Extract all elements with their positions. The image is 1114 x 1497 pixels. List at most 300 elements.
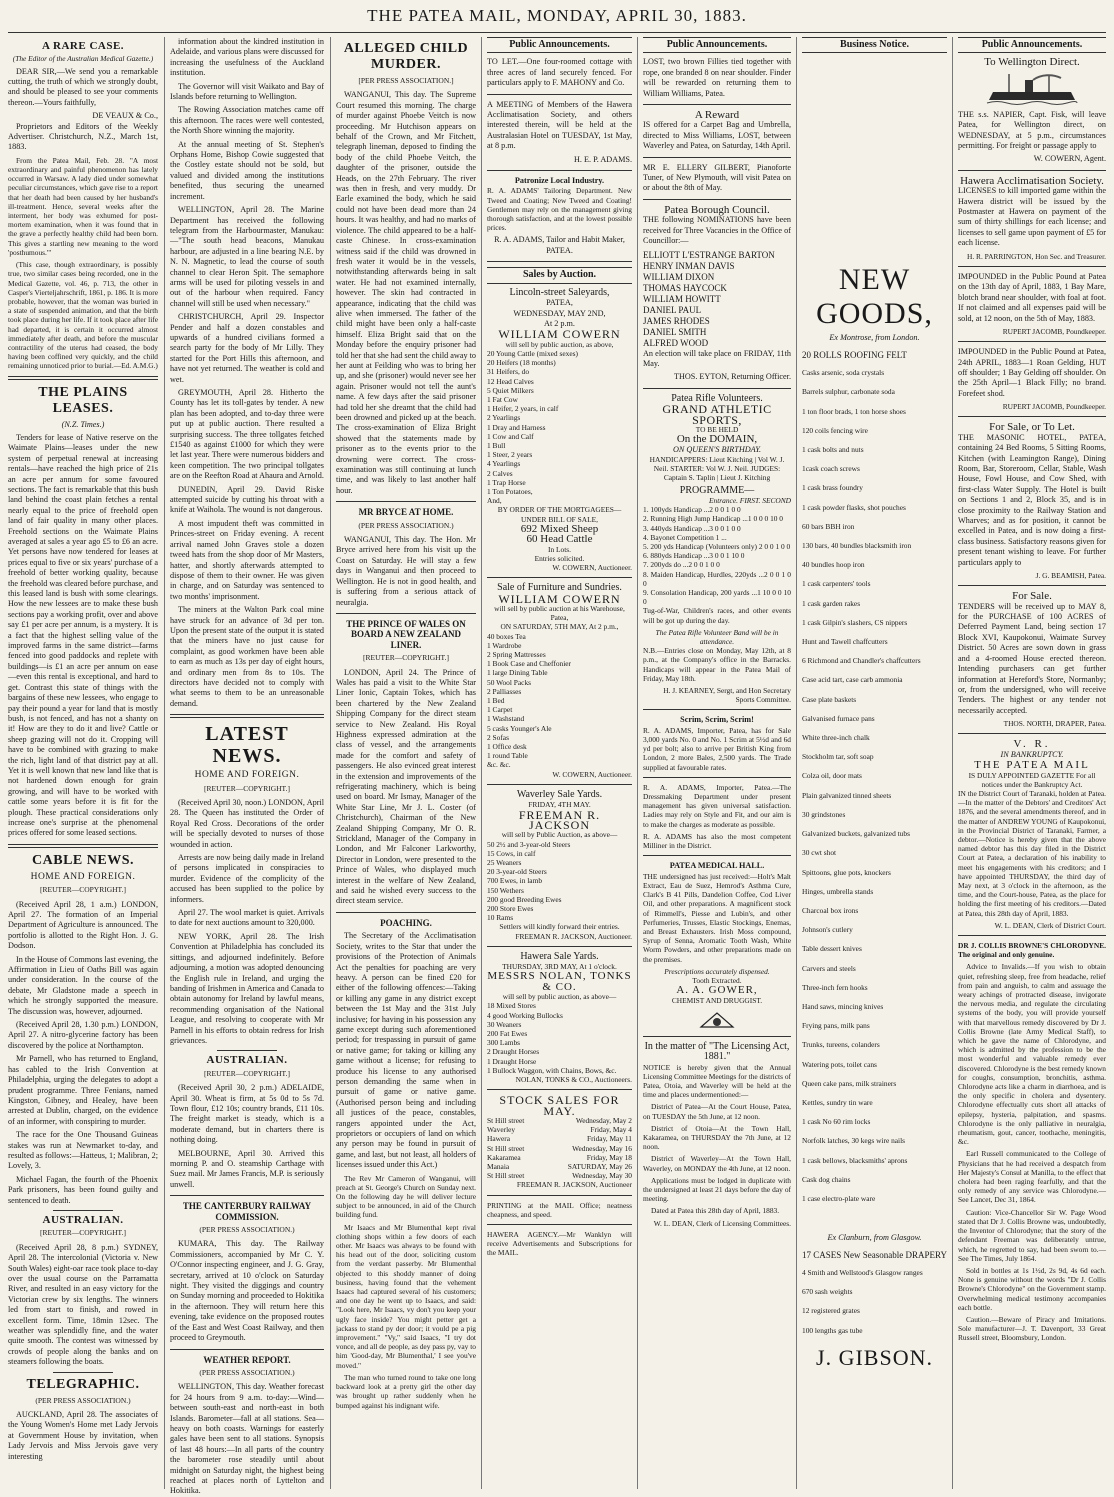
paragraph: AUCKLAND, April 28. The associates of the Young Women's Home met Lady Jervois at Government House by invitation, when Lady Jervois and Miss Jervois gave very interesting (8, 1410, 158, 1461)
ad-heading: Lincoln-street Saleyards, (509, 286, 610, 298)
auctioneer-name: WILLIAM COWERN (498, 591, 621, 606)
nominee-name: JAMES RHODES (643, 315, 710, 326)
stock-item: 30 Weaners (487, 1019, 522, 1029)
ad-line: Entries solicited. (534, 553, 585, 563)
article-source: (N.Z. Times.) (61, 419, 105, 429)
goods-item: Spittoons, glue pots, knockers (802, 867, 891, 877)
sale-date: Friday, May 4 (590, 1125, 632, 1135)
divider (487, 1224, 632, 1225)
nominee-name: ELLIOTT L'ESTRANGE BARTON (643, 249, 775, 260)
ad-line: TO BE HELD (695, 424, 739, 434)
ad-heading: For Sale, or To Let. (989, 421, 1075, 434)
goods-list (802, 1268, 947, 1335)
paragraph: The Governor will visit Waikato and Bay of Islands before returning to Wellington. (170, 81, 324, 102)
paragraph: MELBOURNE, April 30. Arrived this morning P. and O. steamship Carthage with Suez mail. Mr James Francis, M.P. is seriously unwell. (170, 1148, 324, 1189)
paragraph: From the Patea Mail, Feb. 28. "A most extraordinary and painful phenomenon has lately occurred in Warsaw. A lady died under somewhat peculiar circumstances, which gave rise to a report that her death had been caused by her husband's ill-treatment. Hence, several weeks after the interment, her body was exhumed for post-mortem examination, when it was found that in the grave a perfectly healthy child had been born. This gives a startling new meaning to the word 'posthumous.'" (8, 155, 158, 257)
paragraph: Tenders for lease of Native reserve on the Waimate Plains—leases under the new system of perpetual renewal at increasing rentals—have reached the high price of 21s an acre per annum for some favoured sections. The fact is remarkable that this bush land behind the coast plain fetches a rental nearly equal to the price of freehold open land of fair quality in many other places. Freehold sections on the Waimate Plains averaged at sales a year ago £5 to £6 an acre. Yet persons have now tendered for leases at prices equal to five or six years' purchase of a freehold of better working quality, because the freehold was cleared before purchase, and this leased land is bush with some clearings. How the new lessees are to make these bush sections pay a working profit, over and above say £1 per acre per annum, is a mystery. It is a fact that the highest selling value of the improved farms in the same district—farms fenced into good paddocks and replete with buildings—is £1 an acre per annum on ease—even this rental is exceptional, and hard to get. Contrast this state of things with the bargains of these new lessees, who engage to pay their pound a year for land that is mostly bush, is not fenced, and has not a shanty on it! How are they to do it and live? Cattle or sheep grazing will not do it. Cropping will have to be combined with grazing to make the rich, light land of that district pay at all. Yet it is well known that new land like that is not hardened down enough for grain growing, and will have to be worked with cattle some years before it is fit for the plough. These practical considerations only increase one's surprise at the phenomenal prices offered for some leased sections. (8, 432, 158, 838)
nominee-name: WILLIAM HOWITT (643, 293, 721, 304)
stock-item: 4 Yearlings (487, 459, 521, 469)
advertiser-name: J. GIBSON. (816, 1344, 933, 1370)
stock-item: 150 Wethers (487, 885, 524, 895)
stock-item: 20 3-year-old Steers (487, 867, 547, 877)
goods-item: Galvanised furnace pans (802, 713, 875, 723)
paragraph: (Received April 28, 8 p.m.) SYDNEY, April 28. The intercolonial (Victoria v. New South Wales) eight-oar race took place to-day over the usual course on the Parramatta River, and resulted in an easy victory for the Victorian crew by six lengths. The winners led from start to finish, and rowed in excellent form. Time, 18min 12sec. The weather was splendidly fine, and the water quite smooth. The contest was witnessed by crowds of people along the banks and on steamers following the boats. (8, 1242, 158, 1367)
stock-item: 1 Bull (487, 440, 506, 450)
event-item: 8. Maiden Handicap, Hurdles, 220yds ...2 0 0 1 0 0 (643, 569, 791, 588)
classified-ad: THE undersigned has just received:—Holt's Malt Extract, Eau de Suez, Hemrod's Asthma Cure, Clark's B 41 Pills, Dandelion Coffee, Cod Liver Oil, and other preparations. A magnificent stock of Rimmell's, Piesse and Lubin's, and other Perfumeries, Trusses, Elastic Stockings, Enemas, and Breast Exhausters. Irish Moss compound, Syrup of Senna, Aromatic Tooth Wash, White Worm Powders, and other preparations made on the premises. (643, 871, 791, 964)
stock-item: 200 Fat Ewes (487, 1028, 528, 1038)
goods-item: 1 cask garden rakes (802, 598, 861, 608)
sale-row (487, 1144, 632, 1153)
ad-heading: Hawera Acclimatisation Society. (960, 174, 1104, 187)
goods-item: 1 cask powder flasks, shot pouches (802, 502, 906, 512)
furniture-item: 5 casks Younger's Ale (487, 723, 552, 733)
spacer (802, 1213, 947, 1233)
article-title: WEATHER REPORT. (203, 1354, 291, 1365)
ad-heading: THE PATEA MAIL (974, 759, 1090, 772)
article-tag: (PER PRESS ASSOCIATION.) (35, 1395, 131, 1405)
paragraph: WELLINGTON, This day. Weather forecast for 24 hours from 9 a.m. to-day:—Wind—between south-east and north-east in both Islands. Barometer—fall at all stations. Sea—heavy on both coasts. Warnings for easterly gales have been sent to all stations. Synopsis of last 48 hours:—In all parts of the country the barometer rose steadily until about midnight on Saturday night, the highest being reached at places north of Lyttelton and Hokitika. (170, 1382, 324, 1496)
article-tag: [REUTER—COPYRIGHT.] (40, 885, 126, 895)
stock-item: 50 2½ and 3-year-old Steers (487, 839, 571, 849)
furniture-item: 50 Wool Packs (487, 677, 532, 687)
signature: DE VEAUX & Co., (92, 111, 158, 121)
furniture-item: 1 Bed (487, 696, 505, 706)
ad-whitespace (802, 57, 947, 257)
article-title: ALLEGED CHILD MURDER. (343, 41, 469, 72)
paragraph: The Secretary of the Acclimatisation Society, writes to the Star that under the provisions of the Protection of Animals Act the penalties for poaching are very heavy. A person can be fined £20 for either of the following offences:—Taking or killing any game in any district except between the 1st May and the 31st July inclusive; for having in his possession any game except during such aforementioned period; for trespassing in pursuit of game or native game; for taking or killing any game without a license; for refusing to produce his license to any authorised person demanding the same when in pursuit of game or native game. (Authorised person being and including all justices of the peace, constables, rangers appointed under the Act, proprietors or occupiers of land on which any person may be found in pursuit of game, and last, but not least, all holders of licenses issued under this Act.) (336, 931, 476, 1170)
ad-heading: A Reward (694, 109, 740, 122)
section-header: Sales by Auction. (487, 267, 632, 283)
signature: H. J. KEARNEY, Sergt, and Hon Secretary Sports Committee. (663, 686, 791, 705)
classified-ad: IMPOUNDED in the Public Pound at Patea on the 13th day of April, 1883, 1 Bay Mare, blotch brand near shoulder, with foal at foot. If not claimed and all expenses paid will be sold, at 12 noon, on the 5th of May, 1883. (958, 271, 1106, 323)
article-title: AUSTRALIAN. (42, 1213, 124, 1226)
ad-heading: STOCK SALES FOR MAY. (499, 1093, 620, 1118)
goods-item: 4 Smith and Wellstood's Glasgow ranges (802, 1267, 923, 1277)
signature: FREEMAN R. JACKSON, Auctioneer. (515, 931, 632, 941)
paragraph: (Received April 28, 1 a.m.) LONDON, April 27. The formation of an Imperial Department of Agriculture is announced. The portfolio is allotted to the Right Hon. J. G. Dodson. (8, 899, 158, 951)
classified-ad: R. A. ADAMS, Importer, Patea.—The Dressmaking Department under present management has given universal satisfaction. Ladies may rely on Style and Fit, and our aim is to make the charges as moderate as possible. (643, 782, 791, 829)
article-title: THE CANTERBURY RAILWAY COMMISSION. (182, 1201, 312, 1222)
ad-line: will sell by public auction, as above— (502, 992, 617, 1002)
article-tag: [REUTER—COPYRIGHT.] (204, 783, 290, 793)
goods-item: Carvers and steels (802, 963, 856, 973)
goods-item: 40 bundles hoop iron (802, 560, 865, 570)
divider (958, 935, 1106, 936)
sale-date: Wednesday, May 16 (572, 1143, 632, 1153)
stock-item: And, (487, 496, 502, 506)
ad-line: N.B.—Entries close on Monday, May 12th, at 8 p.m., at the Company's office in the Barracks. Handicaps will appear in the Patea Mail of Friday, May 18th. (643, 646, 791, 683)
sale-row (487, 1125, 632, 1134)
divider (643, 157, 791, 158)
divider (336, 501, 476, 502)
divider (336, 912, 476, 913)
ad-heading: A. A. GOWER, (676, 984, 758, 997)
article-subhead: HOME AND FOREIGN. (194, 770, 300, 781)
stock-item: 1 Steer, 2 years (487, 450, 533, 460)
stock-item: 15 Cows, in calf (487, 848, 536, 858)
article-title: AUSTRALIAN. (206, 1054, 288, 1067)
stock-item: 700 Ewes, in lamb (487, 876, 543, 886)
furniture-item: 1 Wardrobe (487, 640, 522, 650)
ad-line: At 2 p.m. (544, 318, 575, 328)
ad-line: 17 CASES New Seasonable DRAPERY (802, 1249, 948, 1260)
sale-place: Kakaramea (487, 1152, 521, 1162)
event-item: 2. Running High Jump Handicap ...1 0 0 0 10 0 (643, 514, 784, 524)
classified-ad: A MEETING of Members of the Hawera Acclimatisation Society, and others interested therein, will be held at the Australasian Hotel on TUESDAY, 1st May, at 8 p.m. (487, 99, 632, 151)
divider (170, 1195, 324, 1196)
ad-line: Ex Clanburn, from Glasgow. (827, 1233, 922, 1243)
divider (53, 1372, 113, 1373)
paragraph: KUMARA, This day. The Railway Commissioners, accompanied by Mr C. Y. O'Connor inspecting engineer, and J. G. Gray, secretary, arrived at 10 o'clock on Saturday night. They visited the diggings and country on Sunday morning and proceeded to Hokitika in the afternoon. They will return here this evening, take evidence on the proposed routes of the East and West Coast Railway, and then proceed to Greymouth. (170, 1239, 324, 1343)
stock-item: 1 Cow and Calf (487, 431, 534, 441)
goods-item: 130 bars, 40 bundles blacksmith iron (802, 541, 912, 551)
goods-item: Frying pans, milk pans (802, 1021, 870, 1031)
stock-item: 1 Bullock Waggon, with Chains, Bows, &c. (487, 1065, 617, 1075)
goods-item: 1cask coach screws (802, 464, 860, 474)
divider (487, 1195, 632, 1196)
goods-item: Kettles, sundry tin ware (802, 1097, 873, 1107)
goods-item: White three-inch chalk (802, 733, 870, 743)
event-item: 3. 440yds Handicap ...3 0 0 1 0 0 (643, 523, 741, 533)
furniture-item: 1 Office desk (487, 742, 527, 752)
paragraph: Proprietors and Editors of the Weekly Advertiser. Christchurch, N.Z., March 1st, 1883. (8, 121, 158, 152)
article-subtitle: (The Editor of the Australian Medical Gazette.) (12, 54, 154, 64)
classified-ad: IN the District Court of Taranaki, holden at Patea.—In the matter of the Debtors' and Creditors' Act 1876, and the several amendments thereof, and in the matter of ANDREW YOUNG of Kaupokonui, in the Provincial District of Taranaki, Farmer, a debtor.—Notice is hereby given that the above named debtor has this day filed in the District Court at Patea, a declaration of his inability to meet his engagements with his creditors; and I have appointed THURSDAY, the third day of May next, at 3 o'clock in the afternoon, as the time, and the Court-house, Patea, as the place for holding the first meeting of his creditors.—Dated at Patea, this 28th day of April, 1883. (958, 788, 1106, 918)
stock-item: 2 Yearlings (487, 413, 521, 423)
ad-line: Tooth Extracted. (692, 975, 742, 985)
classified-ad: District of Patea—At the Court House, Patea, on TUESDAY the 5th June, at 12 noon. (643, 1102, 791, 1121)
column-rule (330, 37, 331, 1489)
classified-ad: District of Waverley—At the Town Hall, Waverley, on MONDAY the 4th June, at 12 noon. (643, 1154, 791, 1173)
sale-row (487, 1171, 632, 1180)
furniture-item: 1 large Dining Table (487, 668, 548, 678)
ad-heading: PATEA MEDICAL HALL. (669, 861, 765, 871)
goods-item: Queen cake pans, milk strainers (802, 1078, 897, 1088)
signature: THOS. NORTH, DRAPER, Patea. (1003, 719, 1106, 729)
classified-ad: HAWERA AGENCY.—Mr Wanklyn will receive Advertisements and Subscriptions for the MAIL. (487, 1230, 632, 1258)
paragraph: A most impudent theft was committed in Princes-street on Friday evening. A recent arrival named John Graves stole a dozen tweed hats from the shop door of Mr Masters, hatter, and shortly afterwards attempted to dispose of them to their owner. He was given in charge, and on Saturday was sentenced to two months' imprisonment. (170, 518, 324, 601)
goods-item: Hunt and Tawell chaffcutters (802, 637, 888, 647)
signature: THOS. EYTON, Returning Officer. (673, 372, 791, 382)
goods-item: 670 sash weights (802, 1287, 853, 1297)
ad-line: will sell by Public Auction, as above— (501, 830, 618, 840)
column-2 (170, 37, 324, 1496)
paragraph: WANGANUI, This day. The Supreme Court resumed this morning. The charge of murder against Phoebe Veitch is now proceeding. Mr Hutchison appears on behalf of the Crown, and Mr Fitchett, telegraph lineman, deposed to finding the body of the child Phoebe Veitch, the daughter of the prisoner, outside the Heads, on the 27th February. The river was then in fresh, and very muddy. Dr Earle examined the body, which he said could not have been dead more than 24 hours. It was healthy, and had no marks of violence. The child appeared to be a half-caste Chinese. In cross-examination witness said if the child was drowned in fresh water it would be in the vessels, notwithstanding afterwards being in salt water. He had not examined internally, however. The skin had contracted in appearance, indicating that the child was alive when immersed. The father of the child might have been only a half-caste himself. Eliza Bright said that on the Monday before the enquiry prisoner had told her that she had sent the child away to her aunt at Feilding who was to bring her up, and she (prisoner) would never see her again. Prisoner would not tell the aunt's name. A few days after the said prisoner had told her she dreamt that the child had been drowned and picked up at the beach. The cross-examination of Eliza Bright showed that the statements made by prisoner as to the events prior to the drowning were correct. The cross-examination was still continuing at lunch time, and was likely to last another half hour. (336, 90, 476, 495)
paragraph: At the annual meeting of St. Stephen's Orphans Home, Bishop Cowie suggested that the Costley estate should not be sold, but valued and divided among the institutions benefited, thus securing the unearned increment. (170, 139, 324, 201)
event-item: 4. Bayonet Competition 1 ... (643, 532, 727, 542)
column-6 (802, 37, 947, 1489)
stock-item: 1 Draught Horse (487, 1056, 537, 1066)
sale-row (487, 1162, 632, 1171)
auctioneer-name: WILLIAM COWERN (498, 327, 621, 342)
event-item: 7. 200yds do ...2 0 0 1 0 0 (643, 560, 720, 570)
section-header: Business Notice. (802, 37, 947, 53)
paragraph: WANGANUI, This day. The Hon. Mr Bryce arrived here from his visit up the Coast on Saturday. He will stay a few days in Wanganui and then proceed to Wellington. He is not in good health, and is suffering from a serious attack of neuralgia. (336, 535, 476, 607)
nominee-name: WILLIAM DIXON (643, 271, 715, 282)
paragraph: The man who turned round to take one long backward look at a pretty girl the other day was brought up rather suddenly when he bumped against his indignant wife. (336, 1372, 476, 1410)
classified-ad: R. A. ADAMS has also the most competent Milliner in the District. (643, 831, 791, 851)
classified-ad: THE following NOMINATIONS have been received for Three Vacancies in the Office of Councillor:— (643, 215, 791, 246)
article-tag: (PER PRESS ASSOCIATION.) (199, 1225, 295, 1235)
signature: FREEMAN R. JACKSON, Auctioneer (516, 1180, 632, 1190)
paragraph: DEAR SIR,—We send you a remarkable cutting, the truth of which we strongly doubt, and should be pleased to see your comments thereon.—Yours faithfully, (8, 66, 158, 107)
stock-item: 1 Trap Horse (487, 477, 526, 487)
furniture-item: 1 Washstand (487, 714, 525, 724)
stock-item: 25 Weaners (487, 857, 522, 867)
signature: RUPERT JACOMB, Poundkeeper. (1002, 326, 1106, 336)
furniture-item: 2 Palliasses (487, 686, 522, 696)
goods-item: 100 lengths gas tube (802, 1325, 863, 1335)
table-header: Entrance. FIRST. SECOND (709, 495, 791, 505)
stock-item: 1 Fat Cow (487, 394, 518, 404)
paragraph: NEW YORK, April 28. The Irish Convention at Philadelphia has concluded its sittings, and adjourned indefinitely. Before adjourning, a motion was adopted denouncing the English rule in Ireland, and urging the banding of Irishmen in America and Canada to obtain autonomy for Ireland by lawful means, recommending organisation of the National League, and resolving to cooperate with Mr Parnell in his efforts to obtain redress for Irish grievances. (170, 931, 324, 1045)
goods-item: 1 cask carpenters' tools (802, 579, 871, 589)
goods-item: 120 coils fencing wire (802, 425, 868, 435)
stock-item: 300 Lambs (487, 1038, 521, 1048)
article-title: THE PRINCE OF WALES ON BOARD A NEW ZEALAND LINER. (346, 618, 466, 650)
stock-list (487, 1001, 632, 1075)
goods-item: Colza oil, door mats (802, 771, 862, 781)
column-rule (164, 37, 165, 1489)
article-tag: (PER PRESS ASSOCIATION.) (358, 520, 454, 530)
ad-line: Settlers will kindly forward their entries. (499, 922, 620, 932)
classified-ad: Caution.—Beware of Piracy and Imitations. Sole manufacturer—J. T. Davenport, 33 Great Russell street, Bloomsbury, London. (958, 1314, 1106, 1343)
divider (170, 1349, 324, 1350)
column-5 (643, 37, 791, 1489)
ad-heading: Waverley Sale Yards. (516, 788, 603, 800)
goods-item: Cask dog chains (802, 1174, 851, 1184)
ad-heading: Patea Borough Council. (664, 203, 770, 216)
divider (643, 777, 791, 778)
auctioneer-name: FREEMAN R. JACKSON (518, 807, 601, 832)
paragraph: information about the kindred institution in Adelaide, and various plans were discussed for increasing the usefulness of the Auckland institution. (170, 37, 324, 78)
goods-item: 30 cwt shot (802, 848, 837, 858)
goods-item: 1 cask No 60 rim locks (802, 1117, 871, 1127)
event-item: 6. 880yds Handicap ...3 0 0 1 10 0 (643, 551, 745, 561)
divider (643, 709, 791, 710)
ad-line: IS DULY APPOINTED GAZETTE For all notices under the Bankruptcy Act. (968, 770, 1096, 789)
goods-item: Johnson's cutlery (802, 925, 853, 935)
column-3 (336, 37, 476, 1489)
ad-line: Tug-of-War, Children's races, and other events will be got up during the day. (643, 606, 791, 625)
goods-item: Trunks, tureens, colanders (802, 1040, 880, 1050)
paragraph: Mr Parnell, who has returned to England, has cabled to the Irish Convention at Philadelphia, urging the delegates to adopt a prudent programme. Three Fenians, named Kingston, Gibney, and Healey, have been arrested at Dublin, charged, on the evidence of an informer, with conspiring to murder. (8, 1054, 158, 1126)
event-item: 5. 200 yds Handicap (Volunteers only) 2 0 0 1 0 0 (643, 541, 791, 551)
sale-place: St Hill street (487, 1143, 525, 1153)
stock-item: 20 Young Cattle (mixed sexes) (487, 348, 578, 358)
article-title: MR BRYCE AT HOME. (358, 507, 454, 518)
goods-item: 1 case electro-plate ware (802, 1193, 876, 1203)
classified-ad: Earl Russell communicated to the College of Physicians that he had received a despatch from Her Majesty's Consul at Manilla, to the effect that cholera had been raging fearfully, and that the only remedy of any service was Chlorodyne.—See Lancet, Dec 31, 1864. (958, 1149, 1106, 1205)
goods-item: 1 cask Gilpin's slashers, CS nippers (802, 617, 908, 627)
ad-heading: Hawera Sale Yards. (520, 950, 599, 962)
divider (487, 1089, 632, 1090)
column-7 (958, 37, 1106, 1489)
goods-item: Three-inch fern hooks (802, 982, 868, 992)
divider (643, 104, 791, 105)
ad-line: 20 ROLLS ROOFING FELT (802, 349, 907, 360)
sale-date: Friday, May 11 (586, 1134, 632, 1144)
classified-ad: NOTICE is hereby given that the Annual Licensing Committee Meetings for the districts of Patea, Otoia, and Waverley will be held at the time and places undermentioned:— (643, 1062, 791, 1100)
article-title: POACHING. (380, 917, 432, 928)
paragraph: April 27. The wool market is quiet. Arrivals to date for next auctions amount to 320,000. (170, 908, 324, 928)
divider (487, 577, 632, 578)
goods-item: 60 bars BBH iron (802, 521, 855, 531)
ad-heading: For Sale. (1012, 590, 1052, 603)
signature: W. COWERN, Agent. (1033, 154, 1106, 164)
paragraph: The Rowing Association matches came off this afternoon. The races were well contested, the North Shore winning the majority. (170, 105, 324, 136)
nominee-list (643, 250, 791, 349)
stock-item: 20 Heifers (18 months) (487, 358, 556, 368)
ad-line: Prescriptions accurately dispensed. (664, 966, 770, 976)
classified-ad: TENDERS will be received up to MAY 8, for the PURCHASE of 100 ACRES of Deferred Payment Land, being section 17 Block XVI, Kaupokonui, Waimate Survey District. 50 Acres are sown down in grass and a 4-roomed House erected thereon. Intending purchasers can get further information at Hereford's Store, Normanby; or, from the undersigned, who will receive Tenders. The highest or any tender not necessarily accepted. (958, 601, 1106, 715)
royal-cipher: V. R. (1013, 738, 1051, 751)
sales-schedule (487, 1116, 632, 1180)
sale-date: SATURDAY, May 26 (567, 1162, 632, 1172)
goods-item: Hinges, umbrella stands (802, 886, 874, 896)
ad-line: In Lots. (548, 544, 571, 554)
goods-item: Watering pots, toilet cans (802, 1059, 877, 1069)
divider (53, 1210, 113, 1211)
signature: W. L. DEAN, Clerk of District Court. (994, 920, 1106, 930)
goods-item: Table dessert knives (802, 944, 862, 954)
ad-heading: 60 Head Cattle (526, 533, 593, 546)
furniture-item: 40 boxes Tea (487, 631, 526, 641)
stock-item: 1 Ton Potatoes, (487, 486, 533, 496)
classified-ad: LICENSES to kill imported game within the Hawera district will be issued by the Postmaster at Hawera on payment of the sum of thirty shillings for each license; and licenses to sell game upon payment of £5 for each license. (958, 186, 1106, 248)
goods-item: Galvanized buckets, galvanized tubs (802, 829, 910, 839)
classified-ad: R. A. ADAMS, Importer, Patea, has for Sale 3,000 yards No. 0 and No. 1 Scrim at 5½d and 6d yd per bolt; also to arrive per British King from London, 2 more Bales, 2,500 yards. The Trade supplied at favourable rates. (643, 725, 791, 772)
classified-ad: THE s.s. NAPIER, Capt. Fisk, will leave Patea, for Wellington direct, on WEDNESDAY, at 5 p.m., circumstances permitting. For freight or passage apply to (958, 109, 1106, 151)
divider (487, 170, 632, 171)
paragraph: CHRISTCHURCH, April 29. Inspector Pender and half a dozen constables and upwards of a hundred civilians formed a search party for the body of Mr Lilly. They started for the Port Hills this afternoon, and have not yet returned. The weather is cold and wet. (170, 312, 324, 384)
signature: W. COWERN, Auctioneer. (552, 563, 632, 573)
classified-ad: District of Otoia—At the Town Hall, Kakaramea, on THURSDAY the 7th June, at 12 noon. (643, 1123, 791, 1152)
paragraph: GREYMOUTH, April 28. Hitherto the County has let its toll-gates by tender. A new plan has been adopted, and to-day three were put up at public auction. There resulted a surprising success. The three tollgates fetched £1540 as against £1000 for which they were let last year. There were numerous bidders and keen competition. The two principal tollgates are on the Reefton Road at Ahaura and Arnold. (170, 388, 324, 481)
stock-item: 200 Store Ewes (487, 903, 534, 913)
stock-item: 1 Heifer, 2 years, in calf (487, 404, 559, 414)
stock-item: 31 Heifers, do (487, 367, 530, 377)
ad-heading: To Wellington Direct. (984, 56, 1080, 69)
article-title: A RARE CASE. (41, 40, 125, 52)
signature: J. G. BEAMISH, Patea. (1035, 571, 1106, 581)
paragraph: LONDON, April 24. The Prince of Wales has paid a visit to the White Star Liner Ionic, Captain Tokes, which has been chartered by the New Zealand Shipping Company for the direct steam service to New Zealand. His Royal Highness expressed admiration at the class of vessel, and the arrangements made for the comfort and safety of passengers. He also evinced great interest in the extension and improvements of the refrigerating machinery, which is being used on board. Mr Ismay, Manager of the White Star Line, Mr J. L. Coster (of Christchurch), Chairman of the New Zealand Shipping Company, Mr O. R. Strickland, Manager of the Company in London, and Mr Falconer Larkworthy, Director in London, were presented to the Prince of Wales, who displayed much interest in the welfare of New Zealand, and said he wished every success to the direct steam service. (336, 667, 476, 906)
column-rule (637, 37, 638, 1489)
stock-item: 1 Dray and Harness (487, 422, 546, 432)
divider (487, 94, 632, 95)
classified-ad: IMPOUNDED in the Public Pound at Patea, 24th APRIL, 1883—1 Roan Gelding, HUT off shoulder; 1 Bay Gelding off shoulder. On the 25th April—1 Black Filly; no brand. Forefeet shod. (958, 347, 1106, 398)
paragraph: The miners at the Walton Park coal mine have struck for an advance of 3d per ton. Upon the present state of the output it is stated that the miners have no just cause for complaint, as good workmen have been able to earn as much as 13s per day of eight hours, and ordinary men from 8s to 10s. The directors have decided not to comply with what seems to them to be an unreasonable demand. (170, 605, 324, 708)
signature: H. E. P. ADAMS. (573, 154, 632, 164)
events-list (643, 505, 791, 606)
furniture-item: 1 round Table (487, 751, 528, 761)
classified-ad: Applications must be lodged in duplicate with the undersigned at least 21 days before the day of meeting. (643, 1175, 791, 1204)
ad-line: will sell by public auction at his Warehouse, Patea, (494, 604, 625, 623)
ad-heading: Scrim, Scrim, Scrim! (680, 715, 754, 725)
divider (643, 388, 791, 389)
divider (487, 261, 632, 262)
divider (958, 266, 1106, 267)
goods-item: 1 cask bolts and nuts (802, 445, 864, 455)
nominee-name: THOMAS HAYCOCK (643, 282, 727, 293)
section-header: Public Announcements. (958, 37, 1106, 53)
masthead: THE PATEA MAIL, MONDAY, APRIL 30, 1883. (367, 6, 747, 25)
masthead-rule (8, 32, 1106, 33)
ad-heading: PROGRAMME— (679, 484, 755, 496)
divider (958, 585, 1106, 586)
paragraph: The Rev Mr Cameron of Wanganui, will preach at St. George's Church on Sunday next. On the following day he will deliver lecture subject to be announced, in aid of the Church building fund. (336, 1173, 476, 1220)
section-header: Public Announcements. (487, 37, 632, 53)
steamship-icon (987, 72, 1077, 106)
ad-line: ON SATURDAY, 5TH MAY, At 2 p.m., (500, 622, 619, 632)
stock-list (487, 349, 632, 505)
ad-heading: 692 Mixed Sheep (520, 522, 599, 535)
ad-heading: NEW GOODS, (816, 263, 933, 331)
classified-ad: Sold in bottles at 1s 1½d, 2s 9d, 4s 6d each. None is genuine without the words "Dr J. Collis Browne's Chlorodyne" on the Government stamp. Overwhelming medical testimony accompanies each bottle. (958, 1265, 1106, 1312)
sale-place: St Hill street (487, 1171, 525, 1181)
stock-item: 4 good Working Bullocks (487, 1010, 563, 1020)
goods-item: Plain galvanized tinned sheets (802, 790, 892, 800)
classified-ad: R. A. ADAMS' Tailoring Department. New Tweed and Coating; New Tweed and Coating! Gentlemen may rely on the management giving thorough satisfaction, and at the lowest possible prices. (487, 186, 632, 233)
classified-ad: LOST, two brown Fillies tied together with rope, one branded 8 on near shoulder. Finder will be rewarded on returning them to William Williams, Patea. (643, 57, 791, 98)
classified-ad: Caution: Vice-Chancellor Sir W. Page Wood stated that Dr J. Collis Browne was, undoubtedly, the Inventor of Chlorodyne; that the story of the defendant Freeman was deliberately untrue, which, he regretted to say, had been sworn to.—See The Times, July 1864. (958, 1207, 1106, 1263)
ad-line: will sell by public auction, as above, (505, 339, 614, 349)
paragraph: (Received April 30, noon.) LONDON, April 28. The Queen has instituted the Order of Royal Red Cross. Decorations of the order will be specially devoted to nurses of those wounded in action. (170, 798, 324, 849)
furniture-item: 1 Carpet (487, 705, 513, 715)
paragraph: Mr Isaacs and Mr Blumenthal kept rival clothing shops within a few doors of each other. Mr Isaacs was always to be found with his head out of the door, soliciting custom from the verdant passerby. Mr Blumenthal objected to this shoddy manner of doing business, having found that the vehement Isaacs had captured several of his customers; and one day he went up to Isaacs, and said: "Look here, Mr Isaacs, vy don't you keep your ugly face inside? You might petter get a jackass to stand py der door; it vould pe a pig improvement." "Vy," said Isaacs, "I try dot vonce, and all de people, as dey pass py, vay to him 'Good-day, Mr Blumenthal,' I see you've moved." (336, 1222, 476, 1370)
divider (958, 733, 1106, 734)
goods-item: 1 ton floor brads, 1 ton horse shoes (802, 406, 906, 416)
stock-list (487, 840, 632, 923)
ad-line: PATEA, (546, 298, 573, 308)
classified-ad: TO LET.—One four-roomed cottage with three acres of land securely fenced. For particulars apply to F. MAHONY and Co. (487, 57, 632, 88)
stock-item: 10 Rams (487, 913, 514, 923)
ad-heading: On the DOMAIN, (676, 433, 758, 446)
sale-date: Friday, May 18 (586, 1152, 632, 1162)
goods-item: 12 registered grates (802, 1306, 860, 1316)
divider (958, 341, 1106, 342)
stock-item: 12 Head Calves (487, 376, 534, 386)
sale-place: Hawera (487, 1134, 510, 1144)
sale-row (487, 1153, 632, 1162)
ad-line: CHEMIST AND DRUGGIST. (671, 995, 763, 1005)
divider (170, 714, 324, 718)
furniture-item: 2 Spring Mattresses (487, 650, 546, 660)
classified-ad: THE MASONIC HOTEL, PATEA, containing 24 Bed Rooms, 5 Sitting Rooms, Kitchen (with Leamington Range), Dining Room, Bar, Storeroom, Cellar, Stable, Wash House, Fowl House, and Cow Shed, with first-class Water Supply. The Hotel is built on Sections 1 and 2, Block 35, and is in close proximity to the Railway Station and Wharves; and as for position, it cannot be excelled in Patea, and is now doing a first-class business. Satisfactory reasons given for present tenant wishing to leave. For further particulars apply to (958, 432, 1106, 567)
furniture-item: 1 Book Case and Cheffonier (487, 659, 572, 669)
divider (487, 784, 632, 785)
paragraph: (Received April 30, 2 p.m.) ADELAIDE, April 30. Wheat is firm, at 5s 0d to 5s 7d. Town flour, £12 10s; country brands, £11 10s. The freight market is steady, which is a moderate demand, but in charters there is nothing doing. (170, 1083, 324, 1145)
paragraph: The race for the One Thousand Guineas stakes was run at Newmarket to-day, and resulted as follows:—Hatteus, 1; Malibran, 2; Lovely, 3. (8, 1130, 158, 1171)
goods-item: Case acid tart, case carb ammonia (802, 675, 903, 685)
signature: W. COWERN, Auctioneer. (552, 769, 632, 779)
goods-item: Charcoal box irons (802, 905, 859, 915)
divider (8, 376, 158, 380)
ad-line: UNDER BILL OF SALE, (521, 514, 598, 524)
goods-item: Casks arsenic, soda crystals (802, 368, 885, 378)
section-header: Public Announcements. (643, 37, 791, 53)
event-item: 1. 100yds Handicap ...2 0 0 1 0 0 (643, 505, 741, 515)
ad-heading: Patronize Local Industry. (514, 176, 605, 186)
goods-item: Case plate baskets (802, 694, 857, 704)
classified-ad: IS offered for a Carpet Bag and Umbrella, directed to Miss Williams, LOST, between Waverley and Patea, on Saturday, 14th April. (643, 120, 791, 151)
classified-ad: MR E. ELLERY GILBERT, Pianoforte Tuner, of New Plymouth, will visit Patea on or about the 8th of May. (643, 162, 791, 193)
crest-icon (697, 1009, 737, 1031)
ad-heading: IN BANKRUPTCY. (1000, 749, 1064, 759)
column-rule (481, 37, 482, 1489)
goods-item: 1 cask brass foundry (802, 483, 863, 493)
